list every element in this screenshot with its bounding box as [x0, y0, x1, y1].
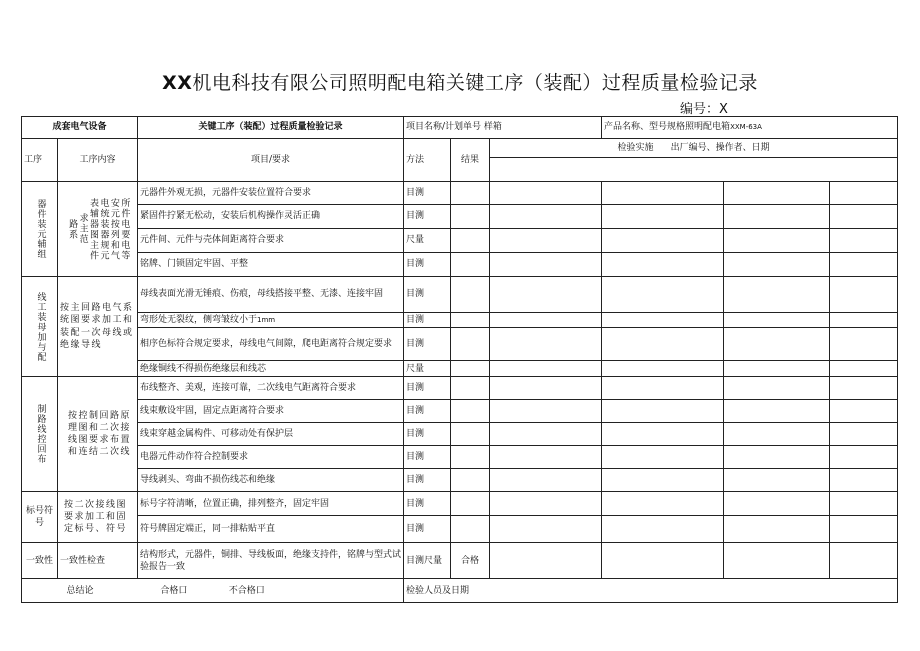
result-cell [451, 205, 490, 229]
summary-cell [22, 579, 404, 603]
method-cell: 目测 [404, 182, 451, 205]
item-cell: 线束敷设牢固，固定点距离符合要求 [138, 400, 404, 423]
result-cell [451, 516, 490, 543]
process-header: 工序 [22, 139, 58, 182]
group1-content-col: 路系 [67, 218, 78, 240]
item-cell: 元器件外观无损，元器件安装位置符合要求 [138, 182, 404, 205]
blank-cell [490, 253, 602, 277]
result-cell [451, 377, 490, 400]
result-cell [451, 328, 490, 361]
blank-cell [724, 229, 830, 253]
blank-cell [602, 492, 724, 516]
inspector-cell [404, 579, 898, 603]
blank-cell [602, 377, 724, 400]
record-name-cell: 关键工序（装配）过程质量检验记录 [138, 117, 404, 139]
blank-cell [490, 469, 602, 492]
item-text: 弯形处无裂纹，侧弯皱纹小于 [140, 315, 258, 325]
blank-cell [724, 313, 830, 328]
item-cell [138, 313, 404, 328]
group5-content: 一致性检查 [58, 543, 138, 579]
blank-cell [490, 543, 602, 579]
blank-cell [490, 205, 602, 229]
method-cell: 目测尺量 [404, 543, 451, 579]
blank-cell [830, 313, 898, 328]
page-title [0, 68, 920, 95]
item-cell: 结构形式，元器件，铜排、导线板面，绝缘支持件，铭牌与型式试验报告一致 [138, 543, 404, 579]
summary-label: 总结论 [66, 585, 94, 596]
blank-cell [602, 543, 724, 579]
blank-cell [830, 543, 898, 579]
blank-cell [724, 205, 830, 229]
blank-cell [724, 361, 830, 377]
item-cell: 绝缘铜线不得损伤绝缘层和线芯 [138, 361, 404, 377]
result-cell [451, 423, 490, 446]
method-cell: 目测 [404, 400, 451, 423]
result-cell [451, 229, 490, 253]
blank-cell [724, 543, 830, 579]
product-model: XXM-63A [730, 123, 762, 132]
item-cell: 母线表面光滑无锤痕、伤痕，母线搭接平整、无漆、连接牢固 [138, 277, 404, 313]
inspection-header [490, 139, 898, 158]
item-cell: 元件间、元件与壳体间距离符合要求 [138, 229, 404, 253]
blank-cell [602, 423, 724, 446]
blank-cell [490, 423, 602, 446]
blank-cell [830, 205, 898, 229]
result-cell [451, 469, 490, 492]
group3-content: 按控制回路原理图和二次接线图要求布置和连结二次线 [58, 377, 138, 492]
method-cell: 目测 [404, 423, 451, 446]
blank-cell [490, 313, 602, 328]
blank-cell [490, 400, 602, 423]
blank-cell [602, 253, 724, 277]
blank-cell [830, 328, 898, 361]
method-cell: 目测 [404, 469, 451, 492]
result-cell [451, 361, 490, 377]
method-cell: 目测 [404, 492, 451, 516]
item-cell: 符号牌固定端正，同一排粘贴平直 [138, 516, 404, 543]
fail-checkbox-label: 不合格口 [228, 585, 265, 596]
blank-cell [490, 229, 602, 253]
result-cell [451, 277, 490, 313]
group5-process: 一致性 [22, 543, 58, 579]
factory-info-text: 出厂编号、操作者、日期 [670, 142, 770, 153]
blank-cell [602, 182, 724, 205]
method-cell: 目测 [404, 377, 451, 400]
title-text: 机电科技有限公司照明配电箱关键工序（装配）过程质量检验记录 [192, 72, 758, 94]
result-cell [451, 492, 490, 516]
group1-content-col: 电统装器规元 [98, 197, 109, 261]
blank-cell [602, 229, 724, 253]
blank-cell [490, 446, 602, 469]
method-cell: 目测 [404, 516, 451, 543]
blank-cell [602, 516, 724, 543]
group4-content: 按二次接线图要求加工和固定标号、符号 [58, 492, 138, 543]
items-header: 项目/要求 [138, 139, 404, 182]
title-prefix: XX [162, 72, 193, 94]
method-cell: 目测 [404, 313, 451, 328]
inspection-blank [490, 158, 898, 182]
method-cell: 目测 [404, 328, 451, 361]
method-cell: 目测 [404, 253, 451, 277]
blank-cell [830, 253, 898, 277]
blank-cell [490, 328, 602, 361]
item-cell: 线束穿越金属构件、可移动处有保护层 [138, 423, 404, 446]
process-content-header: 工序内容 [58, 139, 138, 182]
group2-process-text: 线工装母加与配 [35, 291, 46, 362]
method-cell: 目测 [404, 205, 451, 229]
blank-cell [490, 361, 602, 377]
blank-cell [602, 205, 724, 229]
blank-cell [724, 182, 830, 205]
item-cell: 导线剥头、弯曲不损伤线芯和绝缘 [138, 469, 404, 492]
group1-content-grid [60, 198, 135, 261]
blank-cell [602, 328, 724, 361]
category-cell: 成套电气设备 [22, 117, 138, 139]
group1-process [22, 182, 58, 277]
item-cell: 铭牌、门锁固定牢固、平整 [138, 253, 404, 277]
group1-content [58, 182, 138, 277]
blank-cell [724, 400, 830, 423]
method-header: 方法 [404, 139, 451, 182]
blank-cell [724, 492, 830, 516]
blank-cell [490, 182, 602, 205]
blank-cell [724, 423, 830, 446]
result-cell [451, 253, 490, 277]
group2-content: 按主回路电气系统图要求加工和装配一次母线或绝缘导线 [58, 277, 138, 377]
group2-process [22, 277, 58, 377]
blank-cell [490, 377, 602, 400]
group1-content-col: 所件电要电等 [119, 197, 130, 261]
item-unit: 1mm [257, 316, 276, 324]
inspection-text: 检验实施 [617, 142, 654, 153]
item-cell: 紧固件拧紧无松动，安装后机构操作灵活正确 [138, 205, 404, 229]
pass-checkbox-label: 合格口 [160, 585, 188, 596]
blank-cell [830, 516, 898, 543]
group3-process-text: 制路线控回布 [35, 404, 46, 465]
result-header: 结果 [451, 139, 490, 182]
product-cell [602, 117, 898, 139]
result-cell [451, 446, 490, 469]
item-cell: 布线整齐、美观，连接可靠，二次线电气距离符合要求 [138, 377, 404, 400]
result-cell [451, 400, 490, 423]
result-cell: 合格 [451, 543, 490, 579]
blank-cell [830, 377, 898, 400]
method-cell: 尺量 [404, 361, 451, 377]
project-cell [404, 117, 602, 139]
blank-cell [490, 277, 602, 313]
blank-cell [830, 400, 898, 423]
blank-cell [830, 277, 898, 313]
item-cell: 电器元件动作符合控制要求 [138, 446, 404, 469]
inspection-form [21, 116, 898, 603]
group4-process: 标号符号 [22, 492, 58, 543]
product-text: 产品名称、型号规格照明配电箱 [604, 122, 731, 133]
project-text: 项目名称/计划单号 样箱 [406, 122, 502, 133]
blank-cell [602, 361, 724, 377]
blank-cell [724, 328, 830, 361]
blank-cell [724, 446, 830, 469]
result-cell [451, 313, 490, 328]
item-cell: 标号字符清晰，位置正确，排列整齐，固定牢固 [138, 492, 404, 516]
blank-cell [830, 446, 898, 469]
blank-cell [602, 469, 724, 492]
blank-cell [602, 400, 724, 423]
result-cell [451, 182, 490, 205]
group1-process-text: 器件装元辅组 [35, 199, 46, 259]
blank-cell [830, 423, 898, 446]
method-cell: 目测 [404, 446, 451, 469]
blank-cell [602, 446, 724, 469]
blank-cell [830, 492, 898, 516]
group1-content-col: 表辅器图主件 [88, 197, 98, 261]
document-number: 编号：X [680, 102, 728, 117]
blank-cell [602, 313, 724, 328]
group3-process [22, 377, 58, 492]
blank-cell [490, 492, 602, 516]
blank-cell [830, 361, 898, 377]
item-cell: 相序色标符合规定要求，母线电气间隙，爬电距离符合规定要求 [138, 328, 404, 361]
group1-content-col: 安元按列和气 [108, 197, 119, 261]
blank-cell [830, 469, 898, 492]
blank-cell [602, 277, 724, 313]
blank-cell [830, 182, 898, 205]
blank-cell [724, 377, 830, 400]
blank-cell [490, 516, 602, 543]
inspector-label: 检验人员及日期 [406, 585, 470, 596]
group1-content-col: 求主范 [77, 213, 88, 245]
blank-cell [830, 229, 898, 253]
blank-cell [724, 277, 830, 313]
method-cell: 尺量 [404, 229, 451, 253]
blank-cell [724, 516, 830, 543]
method-cell: 目测 [404, 277, 451, 313]
blank-cell [724, 253, 830, 277]
blank-cell [724, 469, 830, 492]
